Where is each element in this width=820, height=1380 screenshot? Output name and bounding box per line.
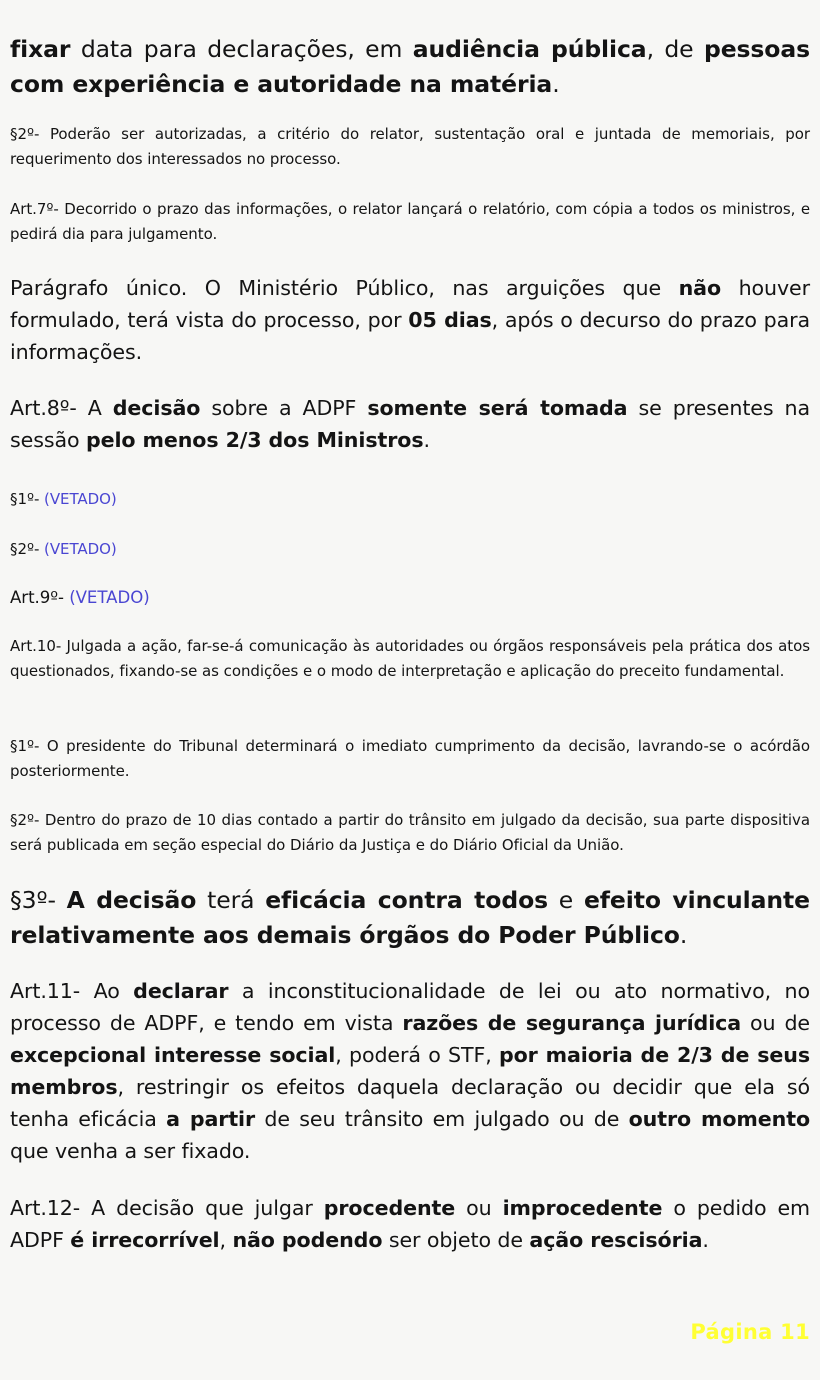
text-run: , poderá o STF, [335, 1043, 499, 1067]
page-number-footer: Página 11 [690, 1320, 810, 1344]
paragraph-art10-par1 [10, 734, 810, 784]
paragraph-art9-vetado [10, 585, 810, 610]
text-run: e [548, 886, 584, 914]
emphasis-run: pessoas com experiência e autoridade na matéria [10, 35, 810, 98]
emphasis-run: 05 dias [408, 308, 492, 332]
clause-label: Art.9º- [10, 588, 70, 607]
text-run: , de [646, 35, 704, 63]
clause-label: §1º- [10, 490, 45, 508]
emphasis-run: a partir [166, 1107, 256, 1131]
text-run: terá [196, 886, 266, 914]
text-run: que venha a ser fixado. [10, 1139, 251, 1163]
paragraph-art12 [10, 1192, 810, 1256]
paragraph-art10-par3 [10, 883, 810, 952]
emphasis-run: ação rescisória [529, 1228, 703, 1252]
emphasis-run: por maioria de 2/3 de seus membros [10, 1043, 810, 1099]
text-run: , após o decurso do prazo para informações. [10, 308, 810, 364]
text-run: §2º- Poderão ser autorizadas, a critério do relator, sustentação oral e juntada de memoriais, por requerimento dos interessados no processo. [10, 125, 810, 168]
text-run: o pedido em ADPF [10, 1196, 810, 1252]
emphasis-run: somente será tomada [367, 396, 628, 420]
emphasis-run: outro momento [628, 1107, 811, 1131]
text-run: ser objeto de [382, 1228, 530, 1252]
emphasis-run: razões de segurança jurídica [402, 1011, 742, 1035]
paragraph-art10 [10, 634, 810, 684]
text-run: . [702, 1228, 709, 1252]
text-run: . [679, 920, 688, 949]
paragraph-art7 [10, 197, 810, 247]
emphasis-run: A decisão [66, 886, 197, 914]
emphasis-run: declarar [133, 979, 229, 1003]
vetado-marker: (VETADO) [69, 588, 150, 607]
paragraph-art8-par2-vetado [10, 537, 810, 562]
clause-label: §2º- [10, 540, 45, 558]
text-run: . [423, 428, 430, 452]
text-run: Parágrafo único. O Ministério Público, nas arguições que [10, 276, 679, 300]
paragraph-art7-paragrafo-unico [10, 272, 810, 368]
text-run: a inconstitucionalidade de lei ou ato normativo, no processo de ADPF, e tendo em vista [10, 979, 810, 1035]
text-run: §3º- [10, 886, 67, 914]
text-run: . [552, 69, 560, 98]
text-run: de seu trânsito em julgado ou de [255, 1107, 629, 1131]
paragraph-art10-par2 [10, 808, 810, 858]
text-run: houver formulado, terá vista do processo, por [10, 276, 810, 332]
text-run: Art.12- A decisão que julgar [10, 1196, 324, 1220]
text-run: ou [455, 1196, 503, 1220]
text-run: , [219, 1228, 233, 1252]
emphasis-run: procedente [323, 1196, 456, 1220]
text-run: Art.8º- A [10, 396, 113, 420]
text-run: Art.7º- Decorrido o prazo das informações, o relator lançará o relatório, com cópia a todos os ministros, e pedirá dia para julgamento. [10, 200, 810, 243]
text-run: §1º- O presidente do Tribunal determinará o imediato cumprimento da decisão, lavrando-se o acórdão posteriormente. [10, 737, 810, 780]
text-run: se presentes na sessão [10, 396, 810, 452]
emphasis-run: excepcional interesse social [10, 1043, 336, 1067]
emphasis-run: pelo menos 2/3 dos Ministros [85, 428, 424, 452]
vetado-marker: (VETADO) [44, 490, 117, 508]
paragraph-fixar-data [10, 32, 810, 101]
emphasis-run: eficácia contra todos [265, 886, 548, 914]
emphasis-run: decisão [112, 396, 201, 420]
text-run: sobre a ADPF [200, 396, 368, 420]
paragraph-art8 [10, 392, 810, 456]
paragraph-art11 [10, 975, 810, 1167]
paragraph-art8-par1-vetado [10, 487, 810, 512]
emphasis-run: audiência pública [412, 35, 647, 63]
paragraph-art6-par2 [10, 122, 810, 172]
text-run: , restringir os efeitos daquela declaração ou decidir que ela só tenha eficácia [10, 1075, 810, 1131]
text-run: §2º- Dentro do prazo de 10 dias contado a partir do trânsito em julgado da decisão, sua parte dispositiva será publicada em seção especial do Diário da Justiça e do Diário Oficial da União. [10, 811, 810, 854]
emphasis-run: é irrecorrível [70, 1228, 220, 1252]
emphasis-run: não podendo [232, 1228, 383, 1252]
emphasis-run: improcedente [502, 1196, 663, 1220]
text-run: Art.11- Ao [10, 979, 134, 1003]
text-run: Art.10- Julgada a ação, far-se-á comunicação às autoridades ou órgãos responsáveis pela prática dos atos questionados, fixando-se as condições e o modo de interpretação e aplicação do preceito fundamental. [10, 637, 810, 680]
text-run: ou de [741, 1011, 810, 1035]
emphasis-run: não [678, 276, 722, 300]
text-run: data para declarações, em [70, 35, 413, 63]
emphasis-run: efeito vinculante relativamente aos demais órgãos do Poder Público [10, 886, 810, 949]
emphasis-run: fixar [10, 35, 71, 63]
vetado-marker: (VETADO) [44, 540, 117, 558]
